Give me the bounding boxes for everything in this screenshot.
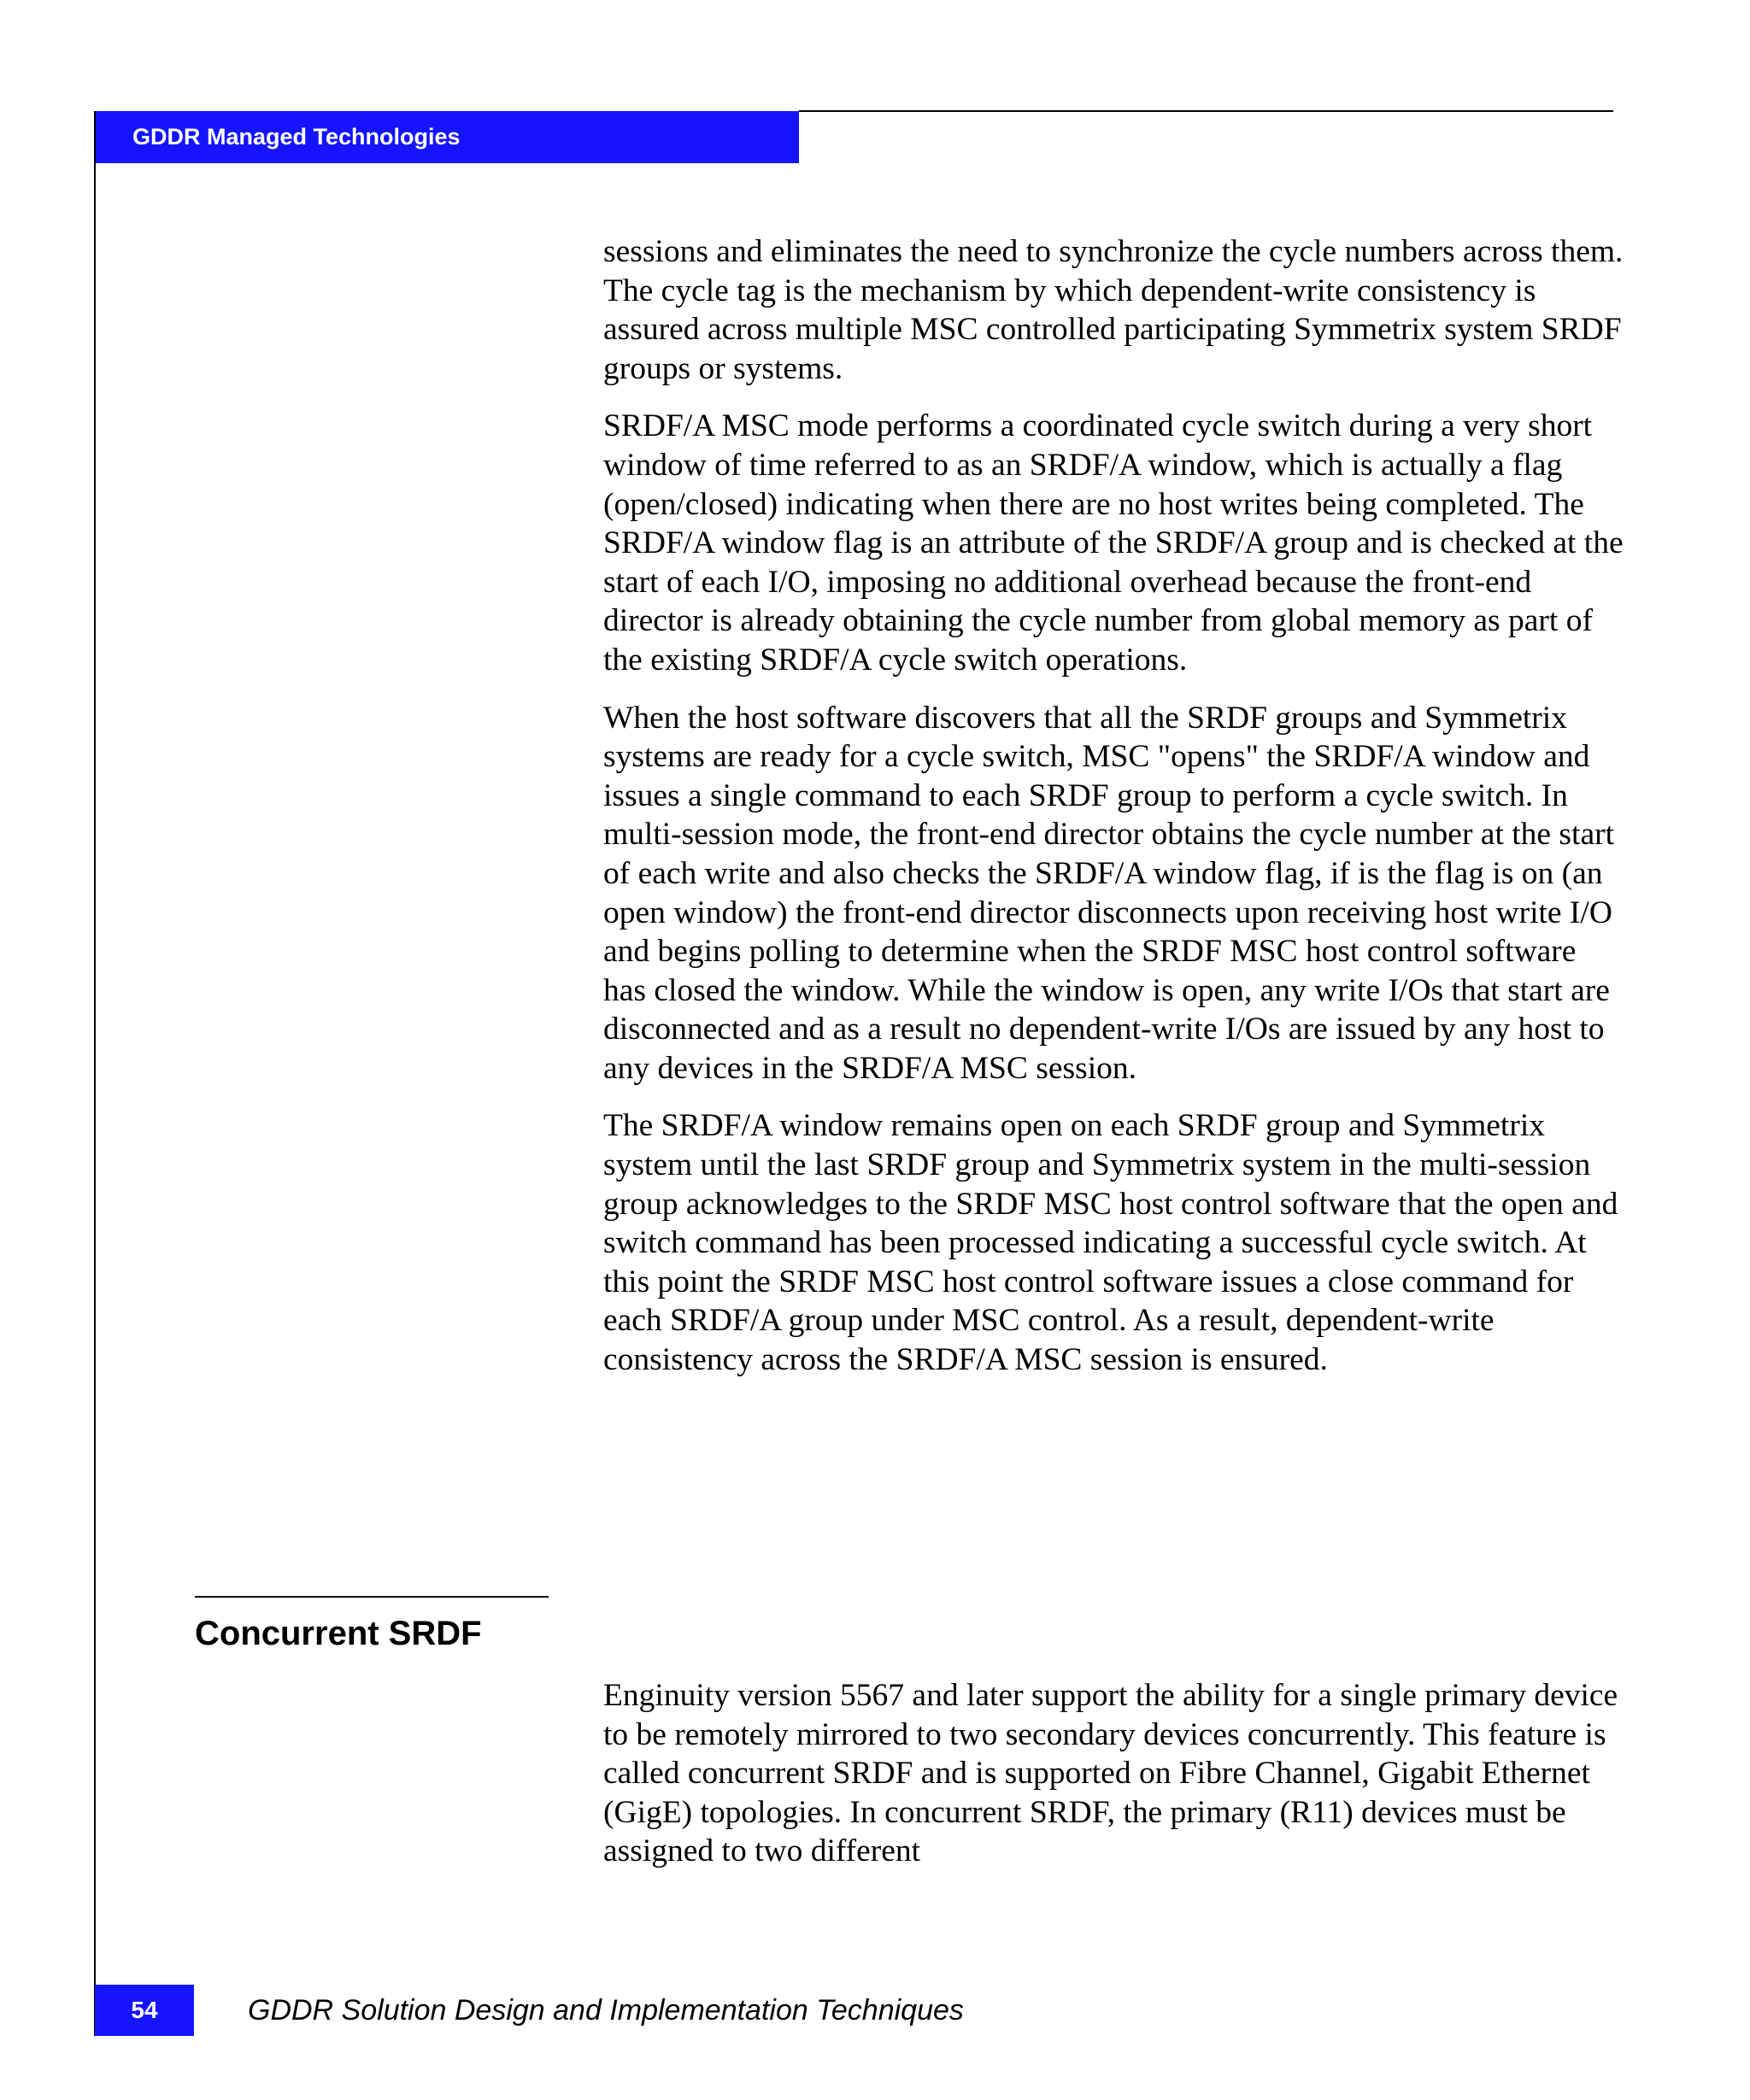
body-paragraph: When the host software discovers that all the SRDF groups and Symmetrix systems are ready for a cycle switch, MSC "opens" the SRDF/A window and issues a single command to each SRDF group to perform a cycle switch. In multi-session mode, the front-end director obtains the cycle number at the start of each write and also checks the SRDF/A window flag, if is the flag is on (an open window) the front-end director disconnects upon receiving host write I/O and begins polling to determine when the SRDF MSC host control software has closed the window. While the window is open, any write I/Os that start are disconnected and as a result no dependent-write I/Os are issued by any host to any devices in the SRDF/A MSC session. bbox=[603, 700, 1614, 1086]
section-paragraph: Enginuity version 5567 and later support the ability for a single primary device to be remotely mirrored to two secondary devices concurrently. This feature is called concurrent SRDF and is supported on Fibre Channel, Gigabit Ethernet (GigE) topologies. In concurrent SRDF, the primary (R11) devices must be assigned to two different bbox=[603, 1678, 1618, 1869]
top-rule bbox=[799, 110, 1613, 112]
body-paragraph: sessions and eliminates the need to synchronize the cycle numbers across them. The cycle tag is the mechanism by which dependent-write consistency is assured across multiple MSC controlled participating Symmetrix system SRDF groups or systems. bbox=[603, 234, 1624, 386]
left-margin-rule bbox=[94, 111, 96, 2036]
section-body-text bbox=[603, 1676, 1624, 1890]
footer-book-title: GDDR Solution Design and Implementation Techniques bbox=[248, 1994, 964, 2027]
header-section-label: GDDR Managed Technologies bbox=[132, 124, 461, 150]
page-number: 54 bbox=[131, 1997, 158, 2023]
body-paragraph: SRDF/A MSC mode performs a coordinated cycle switch during a very short window of time referred to as an SRDF/A window, which is actually a flag (open/closed) indicating when there are no host writes being completed. The SRDF/A window flag is an attribute of the SRDF/A group and is checked at the start of each I/O, imposing no additional overhead because the front-end director is already obtaining the cycle number from global memory as part of the existing SRDF/A cycle switch operations. bbox=[603, 408, 1624, 678]
body-text bbox=[603, 232, 1624, 1399]
header-bar bbox=[95, 111, 799, 163]
body-paragraph: The SRDF/A window remains open on each SRDF group and Symmetrix system until the last SRDF group and Symmetrix system in the multi-session group acknowledges to the SRDF MSC host control software that the open and switch command has been processed indicating a successful cycle switch. At this point the SRDF MSC host control software issues a close command for each SRDF/A group under MSC control. As a result, dependent-write consistency across the SRDF/A MSC session is ensured. bbox=[603, 1108, 1618, 1378]
section-heading: Concurrent SRDF bbox=[195, 1615, 482, 1652]
page-number-box bbox=[95, 1985, 194, 2036]
section-rule bbox=[195, 1596, 549, 1598]
